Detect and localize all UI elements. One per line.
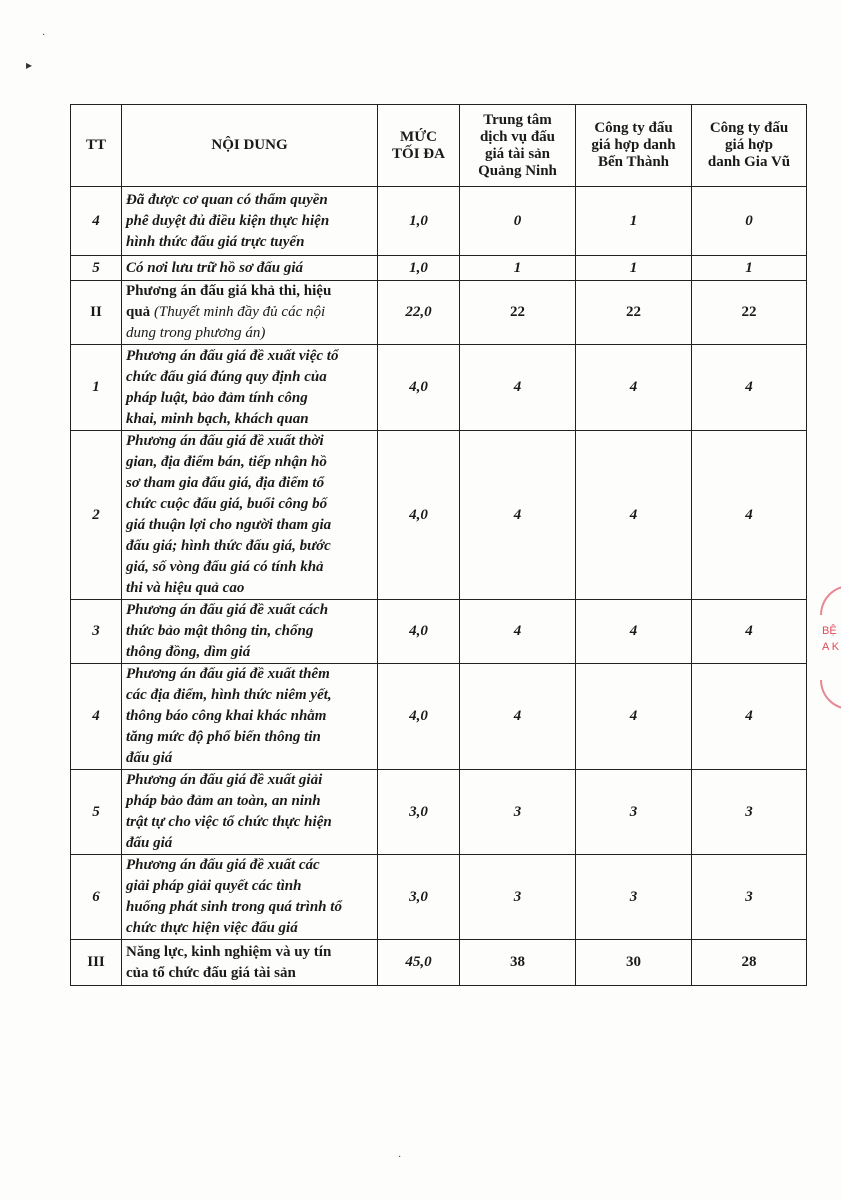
stamp-text: BỆ [822,625,837,637]
stamp-arc-bottom [820,680,841,710]
row-max: 1,0 [378,187,460,256]
row-content: Năng lực, kinh nghiệm và uy tín của tổ chức đấu giá tài sản [122,940,378,986]
row-max: 22,0 [378,281,460,345]
row-score-org3: 4 [692,345,807,431]
row-score-org3: 4 [692,431,807,600]
table-row [71,431,807,600]
row-max: 3,0 [378,855,460,940]
row-tt: 1 [71,345,122,431]
row-score-org2: 4 [576,345,692,431]
row-score-org1: 3 [460,855,576,940]
header-org-gia-vu: Công ty đấu giá hợp danh Gia Vũ [692,105,807,187]
table-row-section [71,281,807,345]
table-row-section [71,940,807,986]
row-score-org1: 4 [460,345,576,431]
header-content: NỘI DUNG [122,105,378,187]
scan-speck: ▸ [26,58,33,72]
row-content: Phương án đấu giá đề xuất thời gian, địa điểm bán, tiếp nhận hồ sơ tham gia đấu giá, địa điểm tổ chức cuộc đấu giá, buổi công bố giá thuận lợi cho người tham gia đấu giá; hình thức đấu giá, bước giá, số vòng đấu giá có tính khả thi và hiệu quả cao [122,431,378,600]
row-tt: 5 [71,770,122,855]
row-score-org1: 4 [460,664,576,770]
row-tt: 4 [71,664,122,770]
header-org-ben-thanh: Công ty đấu giá hợp danh Bến Thành [576,105,692,187]
row-score-org2: 30 [576,940,692,986]
row-score-org2: 3 [576,855,692,940]
row-content: Phương án đấu giá đề xuất thêm các địa điểm, hình thức niêm yết, thông báo công khai khác nhằm tăng mức độ phổ biến thông tin đấu giá [122,664,378,770]
row-score-org1: 4 [460,431,576,600]
row-tt: 5 [71,256,122,281]
header-org-quang-ninh: Trung tâm dịch vụ đấu giá tài sản Quảng Ninh [460,105,576,187]
stamp-arc-top [820,585,841,615]
row-tt: II [71,281,122,345]
row-tt: 6 [71,855,122,940]
row-score-org1: 4 [460,600,576,664]
table-row [71,256,807,281]
red-stamp-fragment [812,585,841,715]
row-score-org3: 28 [692,940,807,986]
row-score-org3: 0 [692,187,807,256]
row-score-org1: 38 [460,940,576,986]
row-content: Phương án đấu giá đề xuất các giải pháp giải quyết các tình huống phát sinh trong quá trình tổ chức thực hiện việc đấu giá [122,855,378,940]
row-content: Có nơi lưu trữ hồ sơ đấu giá [122,256,378,281]
row-max: 4,0 [378,431,460,600]
row-score-org2: 4 [576,664,692,770]
row-score-org1: 22 [460,281,576,345]
row-score-org3: 4 [692,600,807,664]
row-score-org2: 4 [576,600,692,664]
scan-speck: · [42,30,46,41]
row-score-org3: 22 [692,281,807,345]
row-score-org2: 1 [576,256,692,281]
row-max: 45,0 [378,940,460,986]
row-max: 4,0 [378,664,460,770]
table-header-row [71,105,807,187]
row-max: 1,0 [378,256,460,281]
row-score-org1: 3 [460,770,576,855]
row-score-org1: 1 [460,256,576,281]
table-row [71,664,807,770]
row-content: Phương án đấu giá đề xuất cách thức bảo mật thông tin, chống thông đồng, dìm giá [122,600,378,664]
row-tt: III [71,940,122,986]
row-max: 4,0 [378,345,460,431]
row-score-org2: 22 [576,281,692,345]
row-max: 3,0 [378,770,460,855]
row-score-org3: 4 [692,664,807,770]
table-row [71,770,807,855]
scoring-table [70,104,807,986]
table-row [71,600,807,664]
row-score-org3: 3 [692,855,807,940]
scan-speck: · [398,1152,402,1163]
row-content: Phương án đấu giá đề xuất việc tổ chức đấu giá đúng quy định của pháp luật, bảo đảm tính công khai, minh bạch, khách quan [122,345,378,431]
table-row [71,187,807,256]
row-score-org2: 1 [576,187,692,256]
row-score-org3: 3 [692,770,807,855]
row-tt: 2 [71,431,122,600]
row-score-org3: 1 [692,256,807,281]
stamp-text: A K [822,641,840,653]
header-max-score: MỨC TỐI ĐA [378,105,460,187]
row-content: Phương án đấu giá đề xuất giải pháp bảo đảm an toàn, an ninh trật tự cho việc tổ chức thực hiện đấu giá [122,770,378,855]
row-max: 4,0 [378,600,460,664]
row-score-org1: 0 [460,187,576,256]
header-tt: TT [71,105,122,187]
table-row [71,855,807,940]
row-tt: 3 [71,600,122,664]
table-row [71,345,807,431]
row-content: Phương án đấu giá khả thi, hiệu quả (Thuyết minh đầy đủ các nội dung trong phương án) [122,281,378,345]
row-score-org2: 4 [576,431,692,600]
row-score-org2: 3 [576,770,692,855]
row-tt: 4 [71,187,122,256]
row-content: Đã được cơ quan có thẩm quyền phê duyệt đủ điều kiện thực hiện hình thức đấu giá trực tuyến [122,187,378,256]
